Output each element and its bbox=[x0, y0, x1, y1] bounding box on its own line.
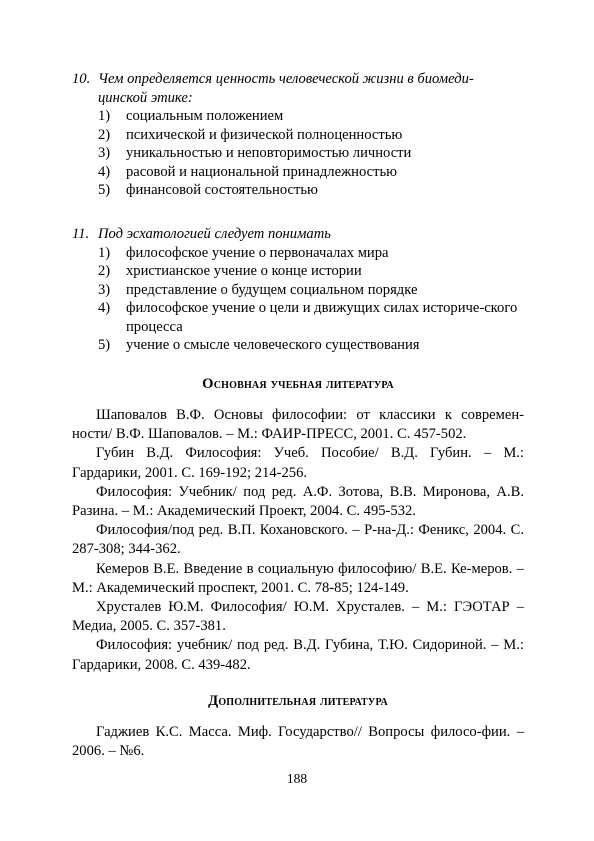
main-literature-list bbox=[72, 406, 524, 675]
option-text: психической и физической полноценностью bbox=[126, 126, 403, 143]
answer-option bbox=[72, 244, 524, 263]
reference-entry: Кемеров В.Е. Введение в социальную философию/ В.Е. Ке-меров. – М.: Академический проспект, 2001. С. 78-85; 124-149. bbox=[72, 560, 524, 596]
reference-entry: Шаповалов В.Ф. Основы философии: от классики к современ-ности/ В.Ф. Шаповалов. – М.: ФАИР-ПРЕСС, 2001. С. 457-502. bbox=[72, 407, 524, 443]
option-text: расовой и национальной принадлежностью bbox=[126, 163, 398, 180]
answer-option bbox=[72, 281, 524, 300]
option-text: учение о смысле человеческого существования bbox=[126, 337, 420, 353]
option-number: 4) bbox=[98, 300, 111, 316]
option-text: уникальностью и неповторимостью личности bbox=[126, 145, 412, 161]
option-number: 3) bbox=[98, 281, 111, 298]
option-number: 3) bbox=[98, 145, 111, 161]
main-literature-heading: Основная учебная литература bbox=[202, 376, 394, 392]
answer-option bbox=[72, 181, 524, 200]
reference-entry: Хрусталев Ю.М. Философия/ Ю.М. Хрусталев. – М.: ГЭОТАР – Медиа, 2005. С. 357-381. bbox=[72, 599, 524, 635]
question-title-line: цинской этике: bbox=[98, 89, 193, 106]
answer-option bbox=[72, 107, 524, 126]
reference-entry: Философия: учебник/ под ред. В.Д. Губина, Т.Ю. Сидориной. – М.: Гардарики, 2008. С. 439-482. bbox=[72, 637, 524, 673]
question-10 bbox=[72, 70, 524, 200]
reference-entry: Гаджиев К.С. Масса. Миф. Государство// Вопросы филосо-фии. – 2006. – №6. bbox=[72, 724, 524, 760]
option-number: 5) bbox=[98, 182, 111, 198]
question-number: 10. bbox=[72, 71, 91, 87]
reference-entry: Философия/под ред. В.П. Кохановского. – Р-на-Д.: Феникс, 2004. С. 287-308; 344-362. bbox=[72, 522, 524, 558]
option-number: 4) bbox=[98, 163, 111, 180]
reference-entry: Губин В.Д. Философия: Учеб. Пособие/ В.Д. Губин. – М.: Гардарики, 2001. С. 169-192; 214-256. bbox=[72, 445, 524, 481]
option-number: 1) bbox=[98, 244, 111, 261]
page-number: 188 bbox=[286, 771, 308, 786]
question-title-line: Под эсхатологией следует понимать bbox=[98, 226, 331, 242]
option-text: философское учение о первоначалах мира bbox=[126, 244, 389, 261]
option-text: социальным положением bbox=[126, 108, 284, 124]
question-11 bbox=[72, 225, 524, 355]
answer-option bbox=[72, 144, 524, 163]
option-number: 2) bbox=[98, 263, 111, 279]
option-number: 2) bbox=[98, 126, 111, 143]
option-text: финансовой состоятельностью bbox=[126, 182, 318, 198]
answer-option bbox=[72, 262, 524, 281]
answer-options bbox=[72, 107, 524, 200]
answer-options bbox=[72, 244, 524, 355]
answer-option bbox=[72, 299, 524, 336]
answer-option bbox=[72, 336, 524, 355]
additional-literature-heading: Дополнительная литература bbox=[208, 693, 388, 709]
option-text: представление о будущем социальном порядке bbox=[126, 281, 418, 298]
option-number: 5) bbox=[98, 337, 111, 353]
question-number: 11. bbox=[72, 226, 90, 242]
answer-option bbox=[72, 126, 524, 145]
additional-literature-list bbox=[72, 723, 524, 761]
option-number: 1) bbox=[98, 108, 111, 124]
question-10-title bbox=[72, 70, 524, 107]
question-11-title bbox=[72, 225, 524, 244]
answer-option bbox=[72, 163, 524, 182]
option-text: философское учение о цели и движущих силах историче-ского процесса bbox=[126, 300, 518, 335]
reference-entry: Философия: Учебник/ под ред. А.Ф. Зотова, В.В. Миронова, А.В. Разина. – М.: Академический Проект, 2004. С. 495-532. bbox=[72, 483, 524, 520]
option-text: христианское учение о конце истории bbox=[126, 263, 362, 279]
question-title-line: Чем определяется ценность человеческой жизни в биомеди- bbox=[98, 71, 474, 87]
